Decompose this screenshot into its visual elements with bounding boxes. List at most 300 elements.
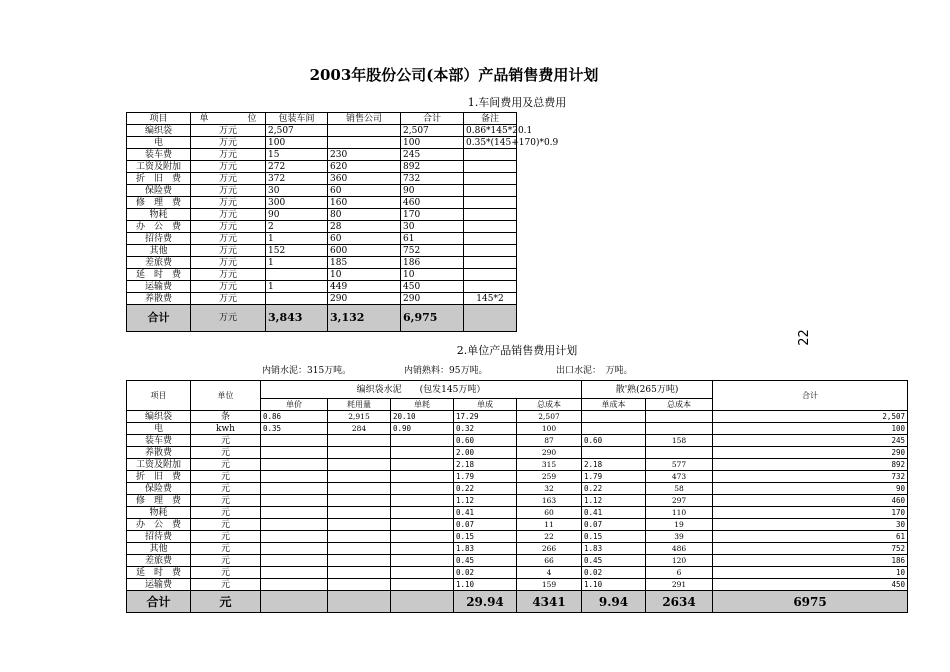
table-row [127,411,908,423]
row-label: 差旅费 [127,555,191,567]
row-unit: 元 [191,459,261,471]
subheader-cell: 单成本 [582,399,646,411]
row-label: 工资及附加 [127,161,191,173]
row-label: 物耗 [127,209,191,221]
row-cell: 2,507 [517,411,582,423]
row-label: 其他 [127,245,191,257]
table-row [127,447,908,459]
row-note [464,197,517,209]
header-cell: 销售公司 [328,113,401,125]
table-row [127,257,908,269]
row-cell [266,293,328,305]
row-cell: 20.10 [391,411,454,423]
row-cell: 万元 [191,173,266,185]
row-cell: 120 [646,555,713,567]
header-cell: 单位 [191,381,261,411]
note-inner-cement: 内销水泥：315万吨。 [262,366,352,376]
table-row [127,423,908,435]
row-label: 工资及附加 [127,459,191,471]
row-cell: 600 [328,245,401,257]
subheader-cell: 单成 [454,399,517,411]
row-cell [582,447,646,459]
row-cell: 10 [328,269,401,281]
row-cell [328,543,391,555]
row-cell: 0.07 [454,519,517,531]
row-cell [646,411,713,423]
row-cell: 1.10 [582,579,646,591]
row-label: 折 旧 费 [127,173,191,185]
row-cell: 266 [517,543,582,555]
table-row [127,531,908,543]
row-cell [261,459,328,471]
row-note: 0.35*(145+170)*0.9 [464,137,517,149]
row-cell [328,579,391,591]
row-cell: 245 [401,149,464,161]
row-cell: 0.22 [582,483,646,495]
table-total-row [127,305,908,332]
row-label: 修 理 费 [127,495,191,507]
row-cell: 2.00 [454,447,517,459]
row-label: 装车费 [127,149,191,161]
row-cell: 万元 [191,209,266,221]
row-cell: 290 [517,447,582,459]
total-value: 6975 [713,591,908,613]
row-cell [582,423,646,435]
row-cell [328,125,401,137]
row-cell: 185 [328,257,401,269]
row-cell: 291 [646,579,713,591]
row-label: 招待费 [127,233,191,245]
unit-cost-table [126,380,908,613]
table-row [127,543,908,555]
row-cell: 2,507 [713,411,908,423]
page-title: 2003年股份公司(本部）产品销售费用计划 [309,66,599,84]
row-cell: 0.02 [582,567,646,579]
row-cell: 0.41 [582,507,646,519]
header-cell: 合计 [713,381,908,411]
row-unit: 元 [191,555,261,567]
row-label: 办 公 费 [127,519,191,531]
row-unit: 元 [191,507,261,519]
row-cell: 577 [646,459,713,471]
row-cell [391,543,454,555]
row-note [464,281,517,293]
row-cell [391,531,454,543]
row-cell: 315 [517,459,582,471]
table-row [127,579,908,591]
row-cell: 19 [646,519,713,531]
table-row [127,209,908,221]
total-value: 9.94 [582,591,646,613]
row-cell: 620 [328,161,401,173]
row-cell: 752 [401,245,464,257]
row-cell: 2 [266,221,328,233]
row-cell: 4 [517,567,582,579]
row-note: 145*2 [464,293,517,305]
row-cell: 449 [328,281,401,293]
row-label: 电 [127,137,191,149]
row-note [464,173,517,185]
row-label: 差旅费 [127,257,191,269]
row-label: 办 公 费 [127,221,191,233]
row-cell: 11 [517,519,582,531]
row-cell [391,519,454,531]
row-cell [261,435,328,447]
row-label: 养散费 [127,293,191,305]
row-label: 运输费 [127,281,191,293]
row-cell: 0.22 [454,483,517,495]
table-row [127,281,908,293]
table-row [127,149,908,161]
row-unit: 元 [191,519,261,531]
row-cell: 0.86 [261,411,328,423]
row-unit: 元 [191,495,261,507]
table-row [127,269,908,281]
row-cell: 1.79 [582,471,646,483]
section2-heading: 2.单位产品销售费用计划 [456,344,578,357]
row-cell: 1.10 [454,579,517,591]
row-cell: 万元 [191,197,266,209]
row-cell: 80 [328,209,401,221]
row-unit: 元 [191,579,261,591]
row-cell [328,137,401,149]
row-unit: 元 [191,543,261,555]
row-cell [328,447,391,459]
row-cell [261,447,328,459]
row-cell: 0.15 [454,531,517,543]
row-label: 折 旧 费 [127,471,191,483]
row-cell: 28 [328,221,401,233]
row-cell: 100 [517,423,582,435]
row-cell [328,483,391,495]
row-cell: 0.35 [261,423,328,435]
row-cell: 22 [517,531,582,543]
row-cell [391,471,454,483]
row-cell: 1.79 [454,471,517,483]
total-value [391,591,454,613]
row-label: 养散费 [127,447,191,459]
table-header-row [127,113,908,125]
row-cell: 290 [713,447,908,459]
row-note [464,185,517,197]
header-unit-part-2: 位 [247,113,257,124]
row-cell: 60 [328,185,401,197]
table-row [127,435,908,447]
row-cell: 30 [401,221,464,233]
row-cell: 360 [328,173,401,185]
row-cell: 284 [328,423,391,435]
row-cell: 0.60 [582,435,646,447]
row-unit: 元 [191,567,261,579]
row-cell: 732 [401,173,464,185]
header-cell: 备注 [464,113,517,125]
row-unit: 元 [191,471,261,483]
note-export: 出口水泥： 万吨。 [556,366,633,376]
row-cell: 473 [646,471,713,483]
row-cell: 万元 [191,257,266,269]
total-unit: 元 [191,591,261,613]
table-row [127,555,908,567]
row-cell: 158 [646,435,713,447]
row-cell: 732 [713,471,908,483]
row-cell: 110 [646,507,713,519]
table-row [127,507,908,519]
header-group-bag: 编织袋水泥 (包发145万吨） [261,381,582,399]
header-unit-part-1: 单 [199,113,209,124]
row-label: 其他 [127,543,191,555]
row-unit: 元 [191,447,261,459]
subheader-cell: 单耗 [391,399,454,411]
header-cell [191,113,266,125]
row-cell: 万元 [191,233,266,245]
row-label: 招待费 [127,531,191,543]
row-cell: 259 [517,471,582,483]
row-note: 0.86*145*20.1 [464,125,517,137]
row-cell: 2,915 [328,411,391,423]
row-cell: 60 [517,507,582,519]
row-label: 延 时 费 [127,269,191,281]
row-label: 电 [127,423,191,435]
row-cell: 6 [646,567,713,579]
row-label: 编织袋 [127,125,191,137]
row-cell: 10 [401,269,464,281]
row-cell: 32 [517,483,582,495]
row-cell: 万元 [191,281,266,293]
row-cell [391,495,454,507]
row-cell: 61 [713,531,908,543]
row-cell: 170 [401,209,464,221]
row-cell: 0.45 [582,555,646,567]
row-label: 编织袋 [127,411,191,423]
row-label: 运输费 [127,579,191,591]
subheader-cell: 总成本 [646,399,713,411]
row-cell [646,423,713,435]
row-unit: kwh [191,423,261,435]
row-cell: 61 [401,233,464,245]
row-cell [582,411,646,423]
row-cell: 1 [266,281,328,293]
row-cell [261,483,328,495]
row-cell: 万元 [191,245,266,257]
row-cell [328,435,391,447]
row-cell: 17.29 [454,411,517,423]
row-cell [391,579,454,591]
note-inner-clinker: 内销熟料：95万吨。 [404,366,488,376]
header-cell: 项目 [127,113,191,125]
row-label: 物耗 [127,507,191,519]
table-row [127,137,908,149]
row-cell [391,483,454,495]
row-cell [261,567,328,579]
row-label: 修 理 费 [127,197,191,209]
table-header-row [127,381,908,399]
row-cell: 290 [328,293,401,305]
row-cell: 450 [713,579,908,591]
row-cell: 460 [401,197,464,209]
row-label: 保险费 [127,185,191,197]
subheader-cell: 单价 [261,399,328,411]
row-note [464,257,517,269]
row-cell [261,543,328,555]
row-cell: 230 [328,149,401,161]
row-cell: 万元 [191,269,266,281]
table-row [127,471,908,483]
row-cell [261,519,328,531]
row-cell [328,531,391,543]
row-label: 装车费 [127,435,191,447]
row-note [464,149,517,161]
row-cell [391,507,454,519]
total-note [464,305,517,332]
row-cell: 万元 [191,293,266,305]
row-cell: 60 [328,233,401,245]
row-cell: 1.12 [582,495,646,507]
page-number: 22 [796,329,812,346]
table-row [127,495,908,507]
row-cell [328,495,391,507]
table-row [127,567,908,579]
row-cell: 15 [266,149,328,161]
row-cell: 1 [266,257,328,269]
row-cell: 10 [713,567,908,579]
header-cell: 包装车间 [266,113,328,125]
row-cell: 0.60 [454,435,517,447]
table-row [127,483,908,495]
row-note [464,161,517,173]
row-note [464,233,517,245]
row-cell: 160 [328,197,401,209]
row-cell: 186 [401,257,464,269]
row-cell: 1 [266,233,328,245]
row-cell [261,531,328,543]
row-cell: 2,507 [266,125,328,137]
table-total-row [127,591,908,613]
row-cell: 486 [646,543,713,555]
row-unit: 元 [191,435,261,447]
row-cell [261,495,328,507]
row-cell: 290 [401,293,464,305]
header-group-bulk: 散'熟(265万吨) [582,381,713,399]
row-note [464,245,517,257]
row-cell: 186 [713,555,908,567]
row-cell: 万元 [191,137,266,149]
total-value [261,591,328,613]
row-cell: 90 [401,185,464,197]
row-cell: 66 [517,555,582,567]
total-value [328,591,391,613]
row-note [464,269,517,281]
row-cell: 892 [713,459,908,471]
table-row [127,197,908,209]
total-unit: 万元 [191,305,266,332]
row-cell [261,507,328,519]
row-note [464,209,517,221]
table-row [127,459,908,471]
row-cell: 245 [713,435,908,447]
row-cell: 100 [713,423,908,435]
row-cell [391,555,454,567]
table-row [127,161,908,173]
row-cell: 152 [266,245,328,257]
row-cell [391,447,454,459]
total-value: 3,132 [328,305,401,332]
row-cell: 30 [266,185,328,197]
subheader-cell: 耗用量 [328,399,391,411]
row-cell: 170 [713,507,908,519]
row-cell: 0.90 [391,423,454,435]
row-cell: 0.02 [454,567,517,579]
row-cell: 39 [646,531,713,543]
row-unit: 元 [191,483,261,495]
table-row [127,221,908,233]
row-cell [261,555,328,567]
row-cell: 163 [517,495,582,507]
total-value: 29.94 [454,591,517,613]
row-cell [261,579,328,591]
row-cell: 万元 [191,185,266,197]
row-cell [328,567,391,579]
row-cell: 万元 [191,125,266,137]
header-cell: 项目 [127,381,191,411]
row-cell: 0.32 [454,423,517,435]
total-value: 2634 [646,591,713,613]
header-cell: 合计 [401,113,464,125]
subheader-cell: 总成本 [517,399,582,411]
row-cell: 460 [713,495,908,507]
row-cell: 万元 [191,149,266,161]
row-cell: 372 [266,173,328,185]
row-cell [266,269,328,281]
row-cell [646,447,713,459]
row-cell: 0.07 [582,519,646,531]
row-cell: 2.18 [582,459,646,471]
cost-summary-table [126,112,908,332]
table-row [127,245,908,257]
row-cell: 0.15 [582,531,646,543]
table-row [127,125,908,137]
row-cell: 30 [713,519,908,531]
row-cell: 0.45 [454,555,517,567]
row-cell: 100 [266,137,328,149]
row-unit: 条 [191,411,261,423]
row-cell [328,459,391,471]
row-cell: 159 [517,579,582,591]
row-cell: 万元 [191,161,266,173]
row-cell [261,471,328,483]
table-row [127,519,908,531]
row-cell: 297 [646,495,713,507]
row-cell: 1.83 [454,543,517,555]
row-cell: 1.12 [454,495,517,507]
row-label: 延 时 费 [127,567,191,579]
row-cell [328,555,391,567]
section1-heading: 1.车间费用及总费用 [467,96,567,109]
total-label: 合计 [127,591,191,613]
row-cell [328,519,391,531]
row-note [464,221,517,233]
row-cell: 272 [266,161,328,173]
total-label: 合计 [127,305,191,332]
total-value: 6,975 [401,305,464,332]
row-cell [328,507,391,519]
row-cell: 87 [517,435,582,447]
total-value: 4341 [517,591,582,613]
row-cell: 752 [713,543,908,555]
row-cell [328,471,391,483]
table-row [127,293,908,305]
row-cell [391,459,454,471]
table-row [127,233,908,245]
